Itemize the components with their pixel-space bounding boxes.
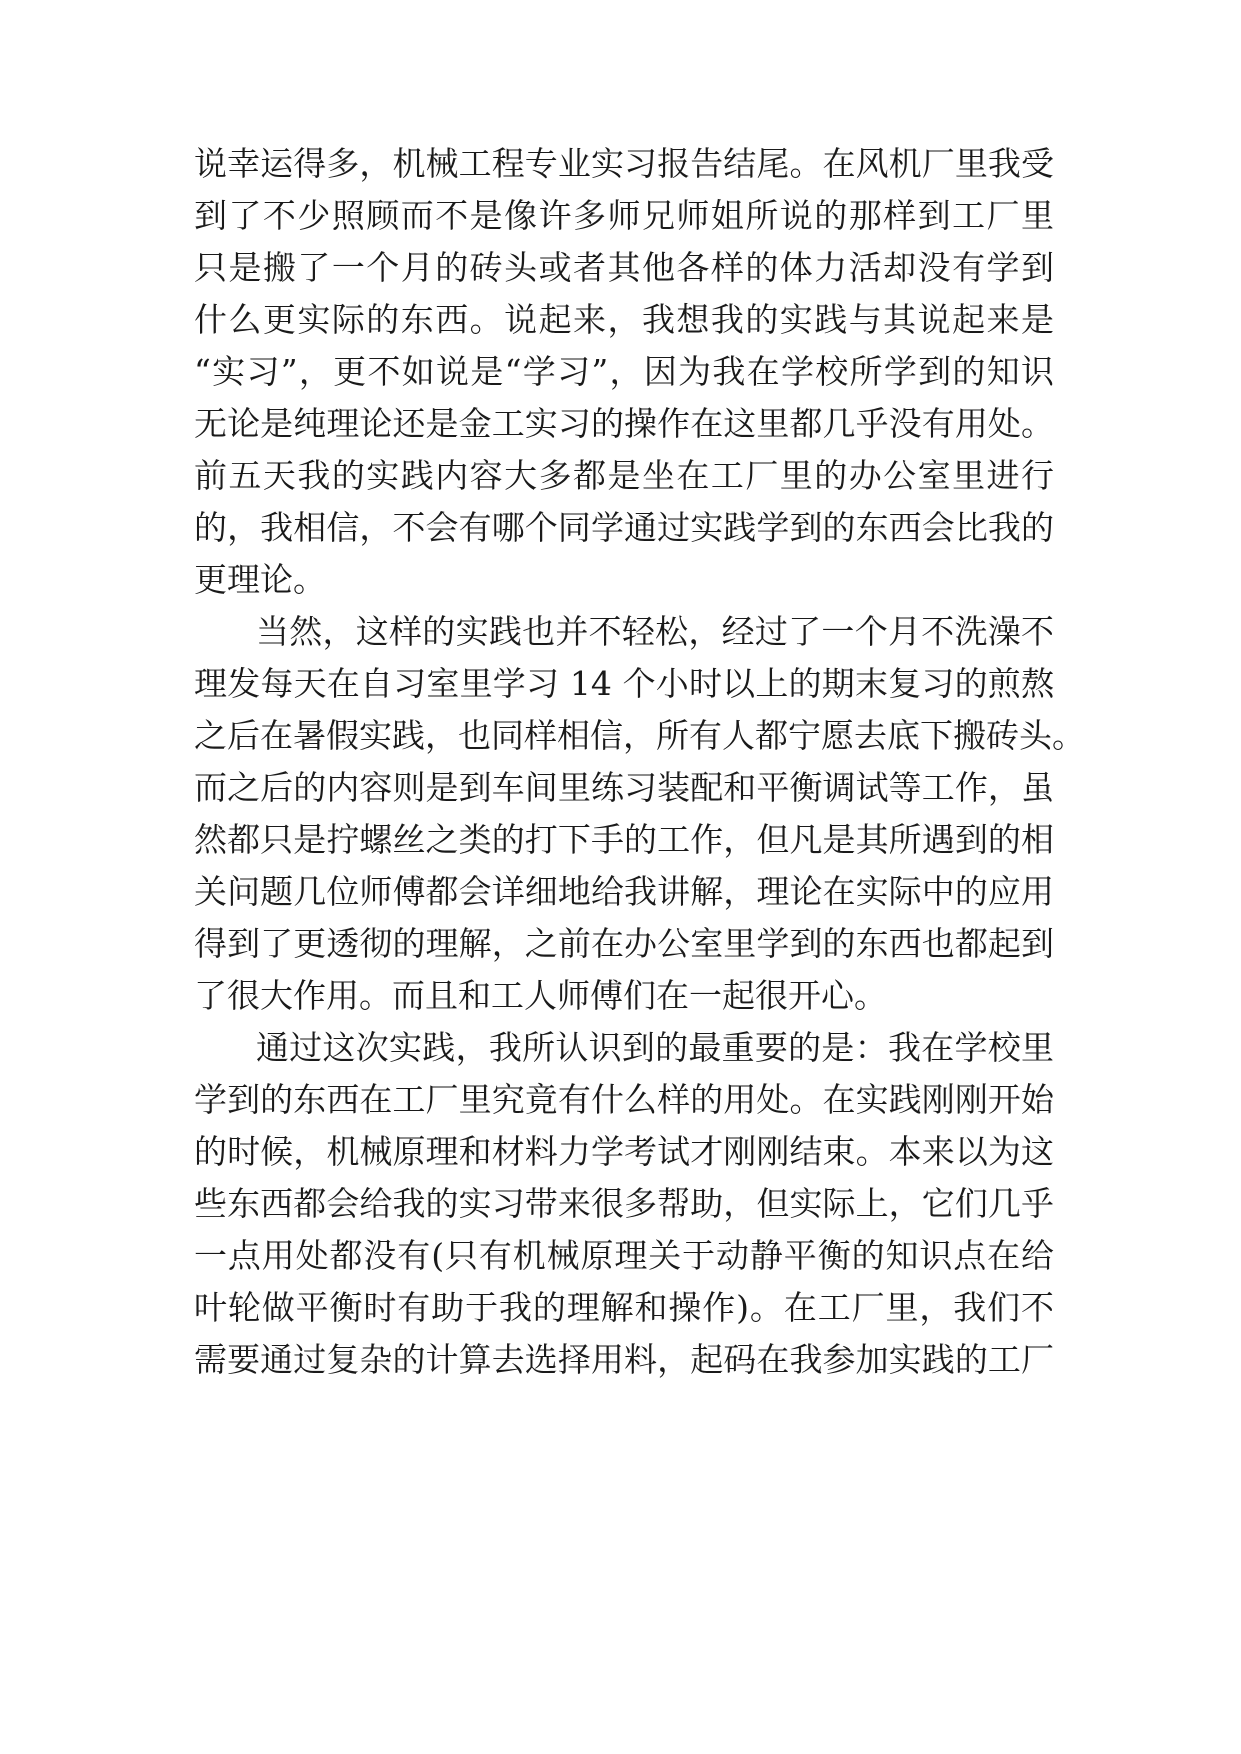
text-line: 学到的东西在工厂里究竟有什么样的用处。在实践刚刚开始: [194, 1080, 1054, 1119]
text-line: 关问题几位师傅都会详细地给我讲解，理论在实际中的应用: [194, 872, 1054, 911]
text-line: 理发每天在自习室里学习 14 个小时以上的期末复习的煎熬: [194, 664, 1054, 703]
text-line: 之后在暑假实践，也同样相信，所有人都宁愿去底下搬砖头。: [194, 716, 1085, 755]
text-line: 了很大作用。而且和工人师傅们在一起很开心。: [194, 976, 887, 1015]
text-line: 无论是纯理论还是金工实习的操作在这里都几乎没有用处。: [194, 404, 1054, 443]
text-line: 只是搬了一个月的砖头或者其他各样的体力活却没有学到: [194, 248, 1054, 287]
text-line: 说幸运得多，机械工程专业实习报告结尾。在风机厂里我受: [194, 144, 1054, 183]
text-line: 前五天我的实践内容大多都是坐在工厂里的办公室里进行: [194, 456, 1054, 495]
text-line: 叶轮做平衡时有助于我的理解和操作)。在工厂里，我们不: [194, 1288, 1054, 1327]
text-line: 些东西都会给我的实习带来很多帮助，但实际上，它们几乎: [194, 1184, 1054, 1223]
text-line: 得到了更透彻的理解，之前在办公室里学到的东西也都起到: [194, 924, 1054, 963]
text-line: 的，我相信，不会有哪个同学通过实践学到的东西会比我的: [194, 508, 1054, 547]
text-line: 当然，这样的实践也并不轻松，经过了一个月不洗澡不: [256, 612, 1054, 651]
text-line: “实习”，更不如说是“学习”，因为我在学校所学到的知识: [194, 352, 1054, 391]
text-line: 什么更实际的东西。说起来，我想我的实践与其说起来是: [194, 300, 1054, 339]
text-line: 需要通过复杂的计算去选择用料，起码在我参加实践的工厂: [194, 1340, 1054, 1379]
text-line: 而之后的内容则是到车间里练习装配和平衡调试等工作，虽: [194, 768, 1054, 807]
text-line: 一点用处都没有(只有机械原理关于动静平衡的知识点在给: [194, 1236, 1054, 1275]
text-line: 通过这次实践，我所认识到的最重要的是：我在学校里: [256, 1028, 1054, 1067]
text-line: 然都只是拧螺丝之类的打下手的工作，但凡是其所遇到的相: [194, 820, 1054, 859]
text-line: 到了不少照顾而不是像许多师兄师姐所说的那样到工厂里: [194, 196, 1054, 235]
text-line: 的时候，机械原理和材料力学考试才刚刚结束。本来以为这: [194, 1132, 1054, 1171]
text-line: 更理论。: [194, 560, 326, 599]
